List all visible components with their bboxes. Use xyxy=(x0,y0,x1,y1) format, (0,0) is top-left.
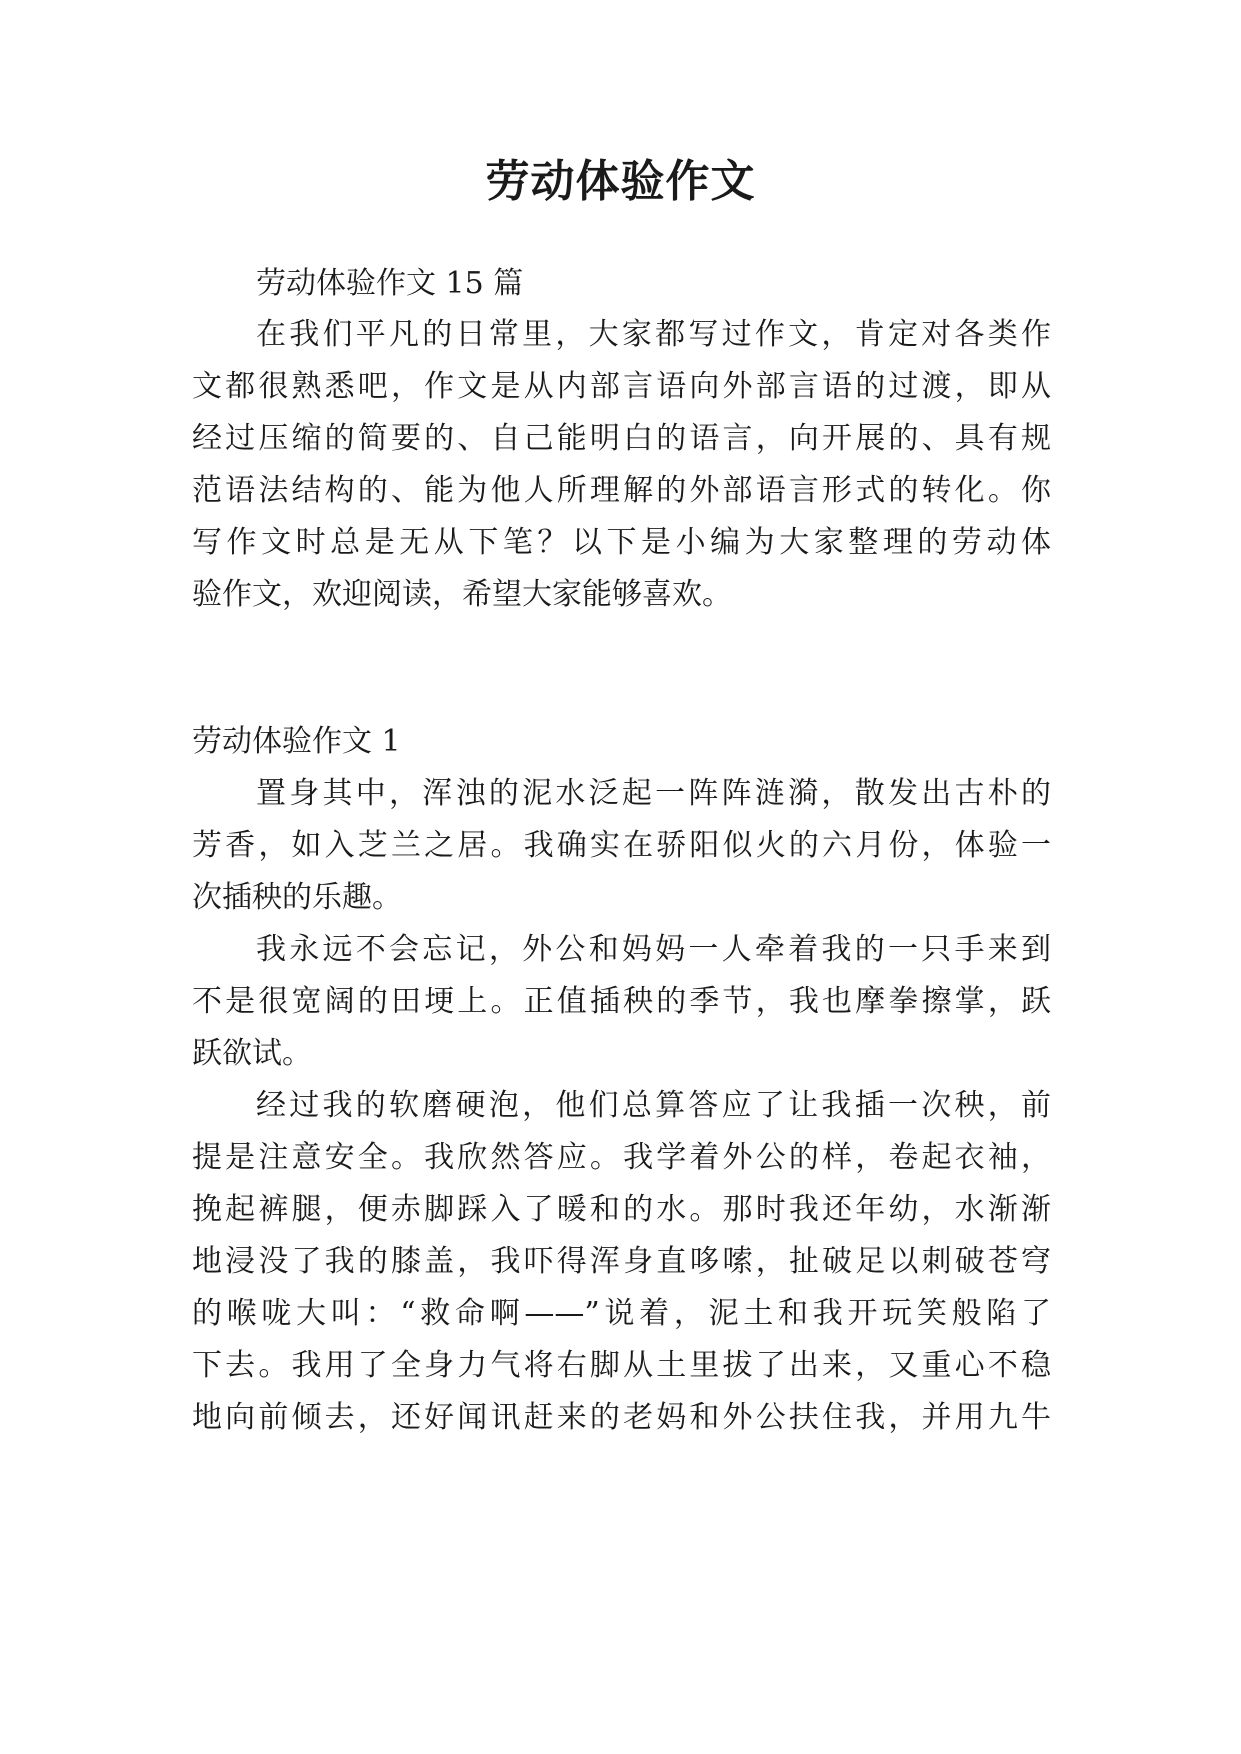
section-heading: 劳动体验作文 1 xyxy=(192,724,401,759)
body-line: 提是注意安全。我欣然答应。我学着外公的样，卷起衣袖， xyxy=(192,1140,1051,1175)
body-line: 经过我的软磨硬泡，他们总算答应了让我插一次秧，前 xyxy=(256,1088,1051,1123)
body-line: 不是很宽阔的田埂上。正值插秧的季节，我也摩拳擦掌，跃 xyxy=(192,984,1051,1019)
intro-line: 在我们平凡的日常里，大家都写过作文，肯定对各类作 xyxy=(256,317,1051,352)
body-line: 次插秧的乐趣。 xyxy=(192,880,402,915)
body-line: 的喉咙大叫：“救命啊——”说着，泥土和我开玩笑般陷了 xyxy=(192,1296,1051,1331)
body-line: 挽起裤腿，便赤脚踩入了暖和的水。那时我还年幼，水渐渐 xyxy=(192,1192,1051,1227)
body-line: 下去。我用了全身力气将右脚从土里拔了出来，又重心不稳 xyxy=(192,1348,1051,1383)
intro-line: 验作文，欢迎阅读，希望大家能够喜欢。 xyxy=(192,577,732,612)
body-line: 置身其中，浑浊的泥水泛起一阵阵涟漪，散发出古朴的 xyxy=(256,776,1051,811)
body-line: 我永远不会忘记，外公和妈妈一人牵着我的一只手来到 xyxy=(256,932,1051,967)
body-line: 跃欲试。 xyxy=(192,1036,312,1071)
body-line: 芳香，如入芝兰之居。我确实在骄阳似火的六月份，体验一 xyxy=(192,828,1051,863)
intro-line: 范语法结构的、能为他人所理解的外部语言形式的转化。你 xyxy=(192,473,1051,508)
document-subtitle: 劳动体验作文 15 篇 xyxy=(256,266,524,301)
intro-line: 文都很熟悉吧，作文是从内部言语向外部言语的过渡，即从 xyxy=(192,369,1051,404)
body-line: 地向前倾去，还好闻讯赶来的老妈和外公扶住我，并用九牛 xyxy=(192,1400,1051,1435)
intro-line: 写作文时总是无从下笔？以下是小编为大家整理的劳动体 xyxy=(192,525,1051,560)
intro-line: 经过压缩的简要的、自己能明白的语言，向开展的、具有规 xyxy=(192,421,1051,456)
document-title: 劳动体验作文 xyxy=(485,156,756,207)
body-line: 地浸没了我的膝盖，我吓得浑身直哆嗦，扯破足以刺破苍穹 xyxy=(192,1244,1051,1279)
